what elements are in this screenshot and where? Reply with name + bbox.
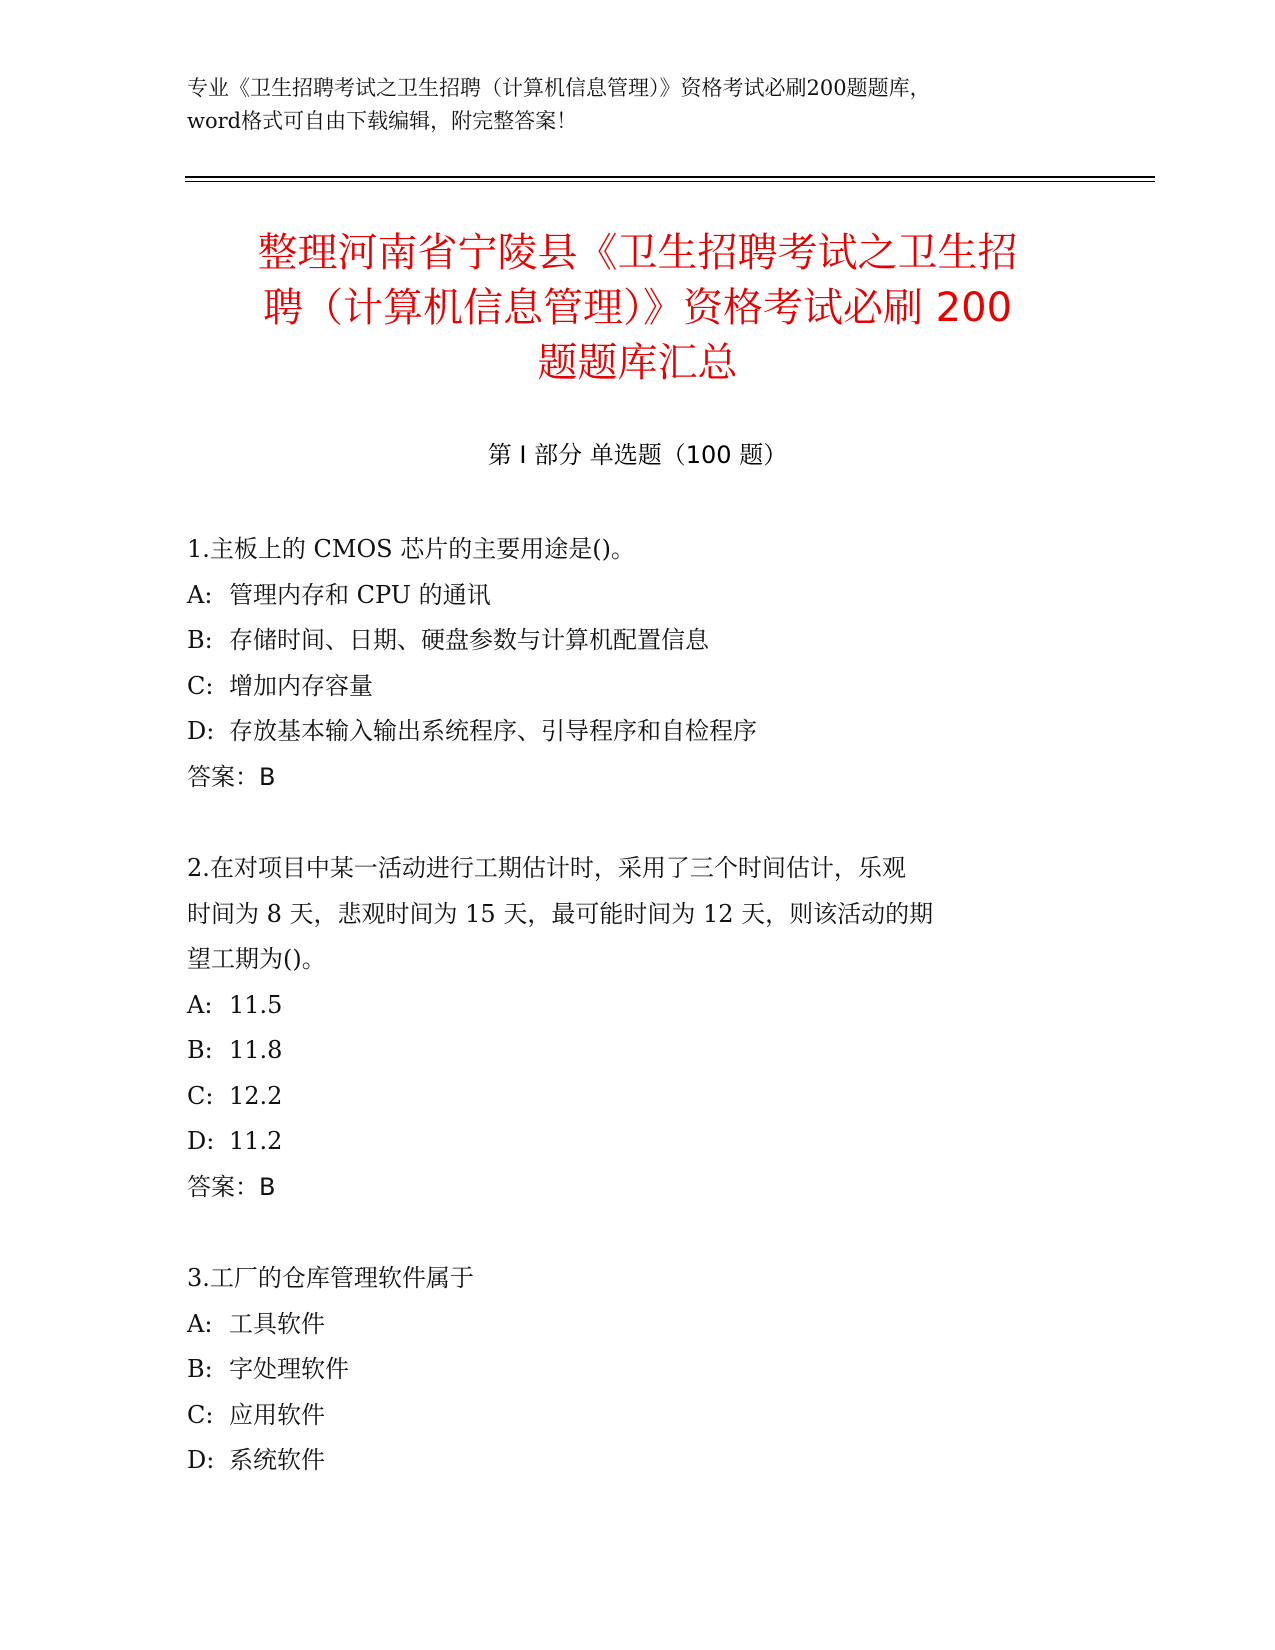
header-divider-thin: [185, 181, 1155, 182]
question-list: [187, 527, 1067, 1484]
question-1: [187, 527, 1067, 800]
option-label: C:: [187, 1400, 214, 1429]
option-text: 12.2: [229, 1081, 283, 1110]
option-label: B:: [187, 1036, 213, 1064]
option-d: [187, 1438, 1067, 1484]
option-text: 管理内存和 CPU 的通讯: [229, 580, 491, 609]
question-stem-line-1: 2.在对项目中某一活动进行工期估计时，采用了三个时间估计，乐观: [187, 854, 906, 882]
option-c: [187, 664, 1067, 710]
option-text: 11.2: [229, 1127, 283, 1155]
question-3: [187, 1256, 1067, 1484]
option-text: 字处理软件: [229, 1355, 349, 1383]
option-text: 存储时间、日期、硬盘参数与计算机配置信息: [229, 626, 709, 654]
header-divider-thick: [185, 176, 1155, 178]
question-stem-line-3: 望工期为()。: [187, 945, 326, 973]
option-c: [187, 1074, 1067, 1120]
option-d: [187, 709, 1067, 755]
header-note-line-1: 专业《卫生招聘考试之卫生招聘（计算机信息管理）》资格考试必刷200题题库，: [187, 76, 931, 100]
option-a: [187, 1302, 1067, 1348]
option-label: D:: [187, 1446, 215, 1474]
option-label: A:: [187, 580, 213, 609]
section-heading: 第 I 部分 单选题（100 题）: [487, 441, 788, 469]
option-label: B:: [187, 1355, 213, 1383]
option-text: 11.5: [229, 990, 283, 1019]
option-label: C:: [187, 1081, 214, 1110]
question-spacer: [187, 1210, 1067, 1256]
option-label: A:: [187, 990, 213, 1019]
answer: 答案：B: [187, 1172, 276, 1201]
option-a: [187, 983, 1067, 1029]
question-spacer: [187, 800, 1067, 846]
option-label: C:: [187, 671, 214, 700]
option-b: [187, 618, 1067, 664]
option-b: [187, 1347, 1067, 1393]
header-note: [187, 72, 1087, 138]
question-stem-line-2: 时间为 8 天，悲观时间为 15 天，最可能时间为 12 天，则该活动的期: [187, 899, 934, 928]
option-text: 11.8: [229, 1036, 283, 1064]
option-b: [187, 1028, 1067, 1074]
answer: 答案：B: [187, 762, 276, 791]
option-label: B:: [187, 626, 213, 654]
document-title: [170, 226, 1105, 391]
option-text: 系统软件: [229, 1446, 325, 1474]
option-label: A:: [187, 1309, 213, 1338]
option-text: 存放基本输入输出系统程序、引导程序和自检程序: [229, 717, 757, 745]
question-stem: 1.主板上的 CMOS 芯片的主要用途是()。: [187, 535, 635, 563]
option-text: 应用软件: [229, 1400, 325, 1429]
option-label: D:: [187, 717, 215, 745]
document-title-line-2: 聘（计算机信息管理）》资格考试必刷 200: [262, 285, 1013, 331]
option-text: 增加内存容量: [229, 671, 373, 700]
option-c: [187, 1393, 1067, 1439]
question-stem: 3.工厂的仓库管理软件属于: [187, 1264, 474, 1292]
option-a: [187, 573, 1067, 619]
option-label: D:: [187, 1127, 215, 1155]
option-d: [187, 1119, 1067, 1165]
question-2: [187, 846, 1067, 1210]
option-text: 工具软件: [229, 1309, 325, 1338]
document-title-line-3: 题题库汇总: [537, 340, 738, 386]
header-note-line-2: word格式可自由下载编辑，附完整答案！: [187, 109, 578, 133]
document-title-line-1: 整理河南省宁陵县《卫生招聘考试之卫生招: [257, 230, 1018, 276]
